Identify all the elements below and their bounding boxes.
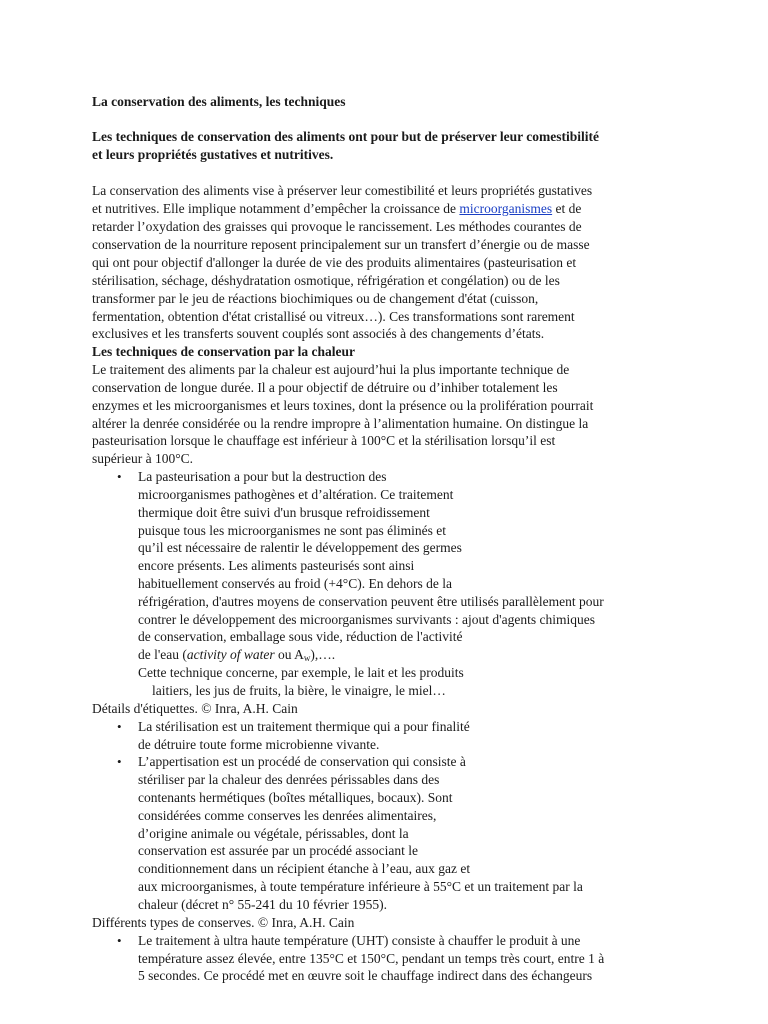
text-line: L’appertisation est un procédé de conservation qui consiste à [138,754,466,769]
lead-line-2: et leurs propriétés gustatives et nutritives. [92,147,334,162]
heading-heat-techniques: Les techniques de conservation par la chaleur [92,344,355,359]
text-line: Cette technique concerne, par exemple, le lait et les produits [138,665,464,680]
text-line: qu’il est nécessaire de ralentir le développement des germes [138,540,462,555]
text-line: contenants hermétiques (boîtes métalliques, bocaux). Sont [138,790,453,805]
microorganismes-link[interactable]: microorganismes [459,201,553,216]
text-line: Le traitement à ultra haute température (UHT) consiste à chauffer le produit à une [138,933,581,948]
text-line: thermique doit être suivi d'un brusque refroidissement [138,505,430,520]
text-line [138,646,335,664]
text-line: encore présents. Les aliments pasteurisés sont ainsi [138,558,415,573]
text-line: pasteurisation lorsque le chauffage est inférieur à 100°C et la stérilisation lorsqu’il est [92,433,556,448]
text-line: Le traitement des aliments par la chaleur est aujourd’hui la plus importante technique de [92,362,570,377]
text-line: altérer la denrée considérée ou la rendre impropre à l’alimentation humaine. On distingue la [92,416,589,431]
text-span: de l'eau ( [138,647,187,662]
text-line: qui ont pour objectif d'allonger la durée de vie des produits alimentaires (pasteurisation et [92,255,577,270]
text-line [92,200,581,218]
italic-term: activity of water [186,647,275,662]
text-line: La stérilisation est un traitement thermique qui a pour finalité [138,719,470,734]
text-line: puisque tous les microorganismes ne sont pas éliminés et [138,523,446,538]
bullet-icon: • [117,933,122,948]
text-line: d’origine animale ou végétale, périssables, dont la [138,826,409,841]
text-line: contrer le développement des microorganismes survivants : ajout d'agents chimiques [138,612,595,627]
text-line: réfrigération, d'autres moyens de conservation peuvent être utilisés parallèlement pour [138,594,604,609]
text-span: ou A [274,647,304,662]
text-line: stériliser par la chaleur des denrées périssables dans des [138,772,440,787]
text-line: conservation de la nourriture reposent principalement sur un transfert d’énergie ou de masse [92,237,590,252]
text-span: et nutritives. Elle implique notamment d’empêcher la croissance de [92,201,460,216]
text-line: stérilisation, séchage, déshydratation osmotique, réfrigération et congélation) ou de les [92,273,560,288]
bullet-icon: • [117,719,122,734]
text-line: chaleur (décret n° 55-241 du 10 février 1955). [138,897,388,912]
image-caption: Détails d'étiquettes. © Inra, A.H. Cain [92,701,298,716]
text-line: 5 secondes. Ce procédé met en œuvre soit le chauffage indirect dans des échangeurs [138,968,593,983]
text-span: ),…. [310,647,336,662]
document-title: La conservation des aliments, les techniques [92,94,346,109]
text-line: microorganismes pathogènes et d’altération. Ce traitement [138,487,454,502]
text-line: retarder l’oxydation des graisses qui provoque le rancissement. Les méthodes courantes de [92,219,582,234]
text-line: exclusives et les transferts souvent couplés sont associés à des changements d’états. [92,326,545,341]
text-line: enzymes et les microorganismes et leurs toxines, dont la présence ou la prolifération pourrait [92,398,594,413]
text-line: conservation est assurée par un procédé associant le [138,843,419,858]
text-line: conservation de longue durée. Il a pour objectif de détruire ou d’inhiber totalement les [92,380,558,395]
text-line: de détruire toute forme microbienne vivante. [138,737,380,752]
bullet-icon: • [117,469,122,484]
lead-line-1: Les techniques de conservation des aliments ont pour but de préserver leur comestibilité [92,129,599,144]
text-line: fermentation, obtention d'état cristallisé ou vitreux…). Ces transformations sont rarement [92,309,575,324]
text-span: et de [552,201,582,216]
text-line: considérées comme conserves les denrées alimentaires, [138,808,437,823]
text-line: La conservation des aliments vise à préserver leur comestibilité et leurs propriétés gustatives [92,183,593,198]
text-line: transformer par le jeu de réactions biochimiques ou de changement d'état (cuisson, [92,291,539,306]
text-line: supérieur à 100°C. [92,451,193,466]
text-line: laitiers, les jus de fruits, la bière, le vinaigre, le miel… [152,683,446,698]
bullet-icon: • [117,754,122,769]
text-line: aux microorganismes, à toute température inférieure à 55°C et un traitement par la [138,879,583,894]
text-line: température assez élevée, entre 135°C et 150°C, pendant un temps très court, entre 1 à [138,951,605,966]
text-line: La pasteurisation a pour but la destruction des [138,469,387,484]
text-line: habituellement conservés au froid (+4°C). En dehors de la [138,576,453,591]
text-line: conditionnement dans un récipient étanche à l’eau, aux gaz et [138,861,471,876]
text-line: de conservation, emballage sous vide, réduction de l'activité [138,629,463,644]
image-caption: Différents types de conserves. © Inra, A.H. Cain [92,915,355,930]
subscript: w [303,653,311,663]
